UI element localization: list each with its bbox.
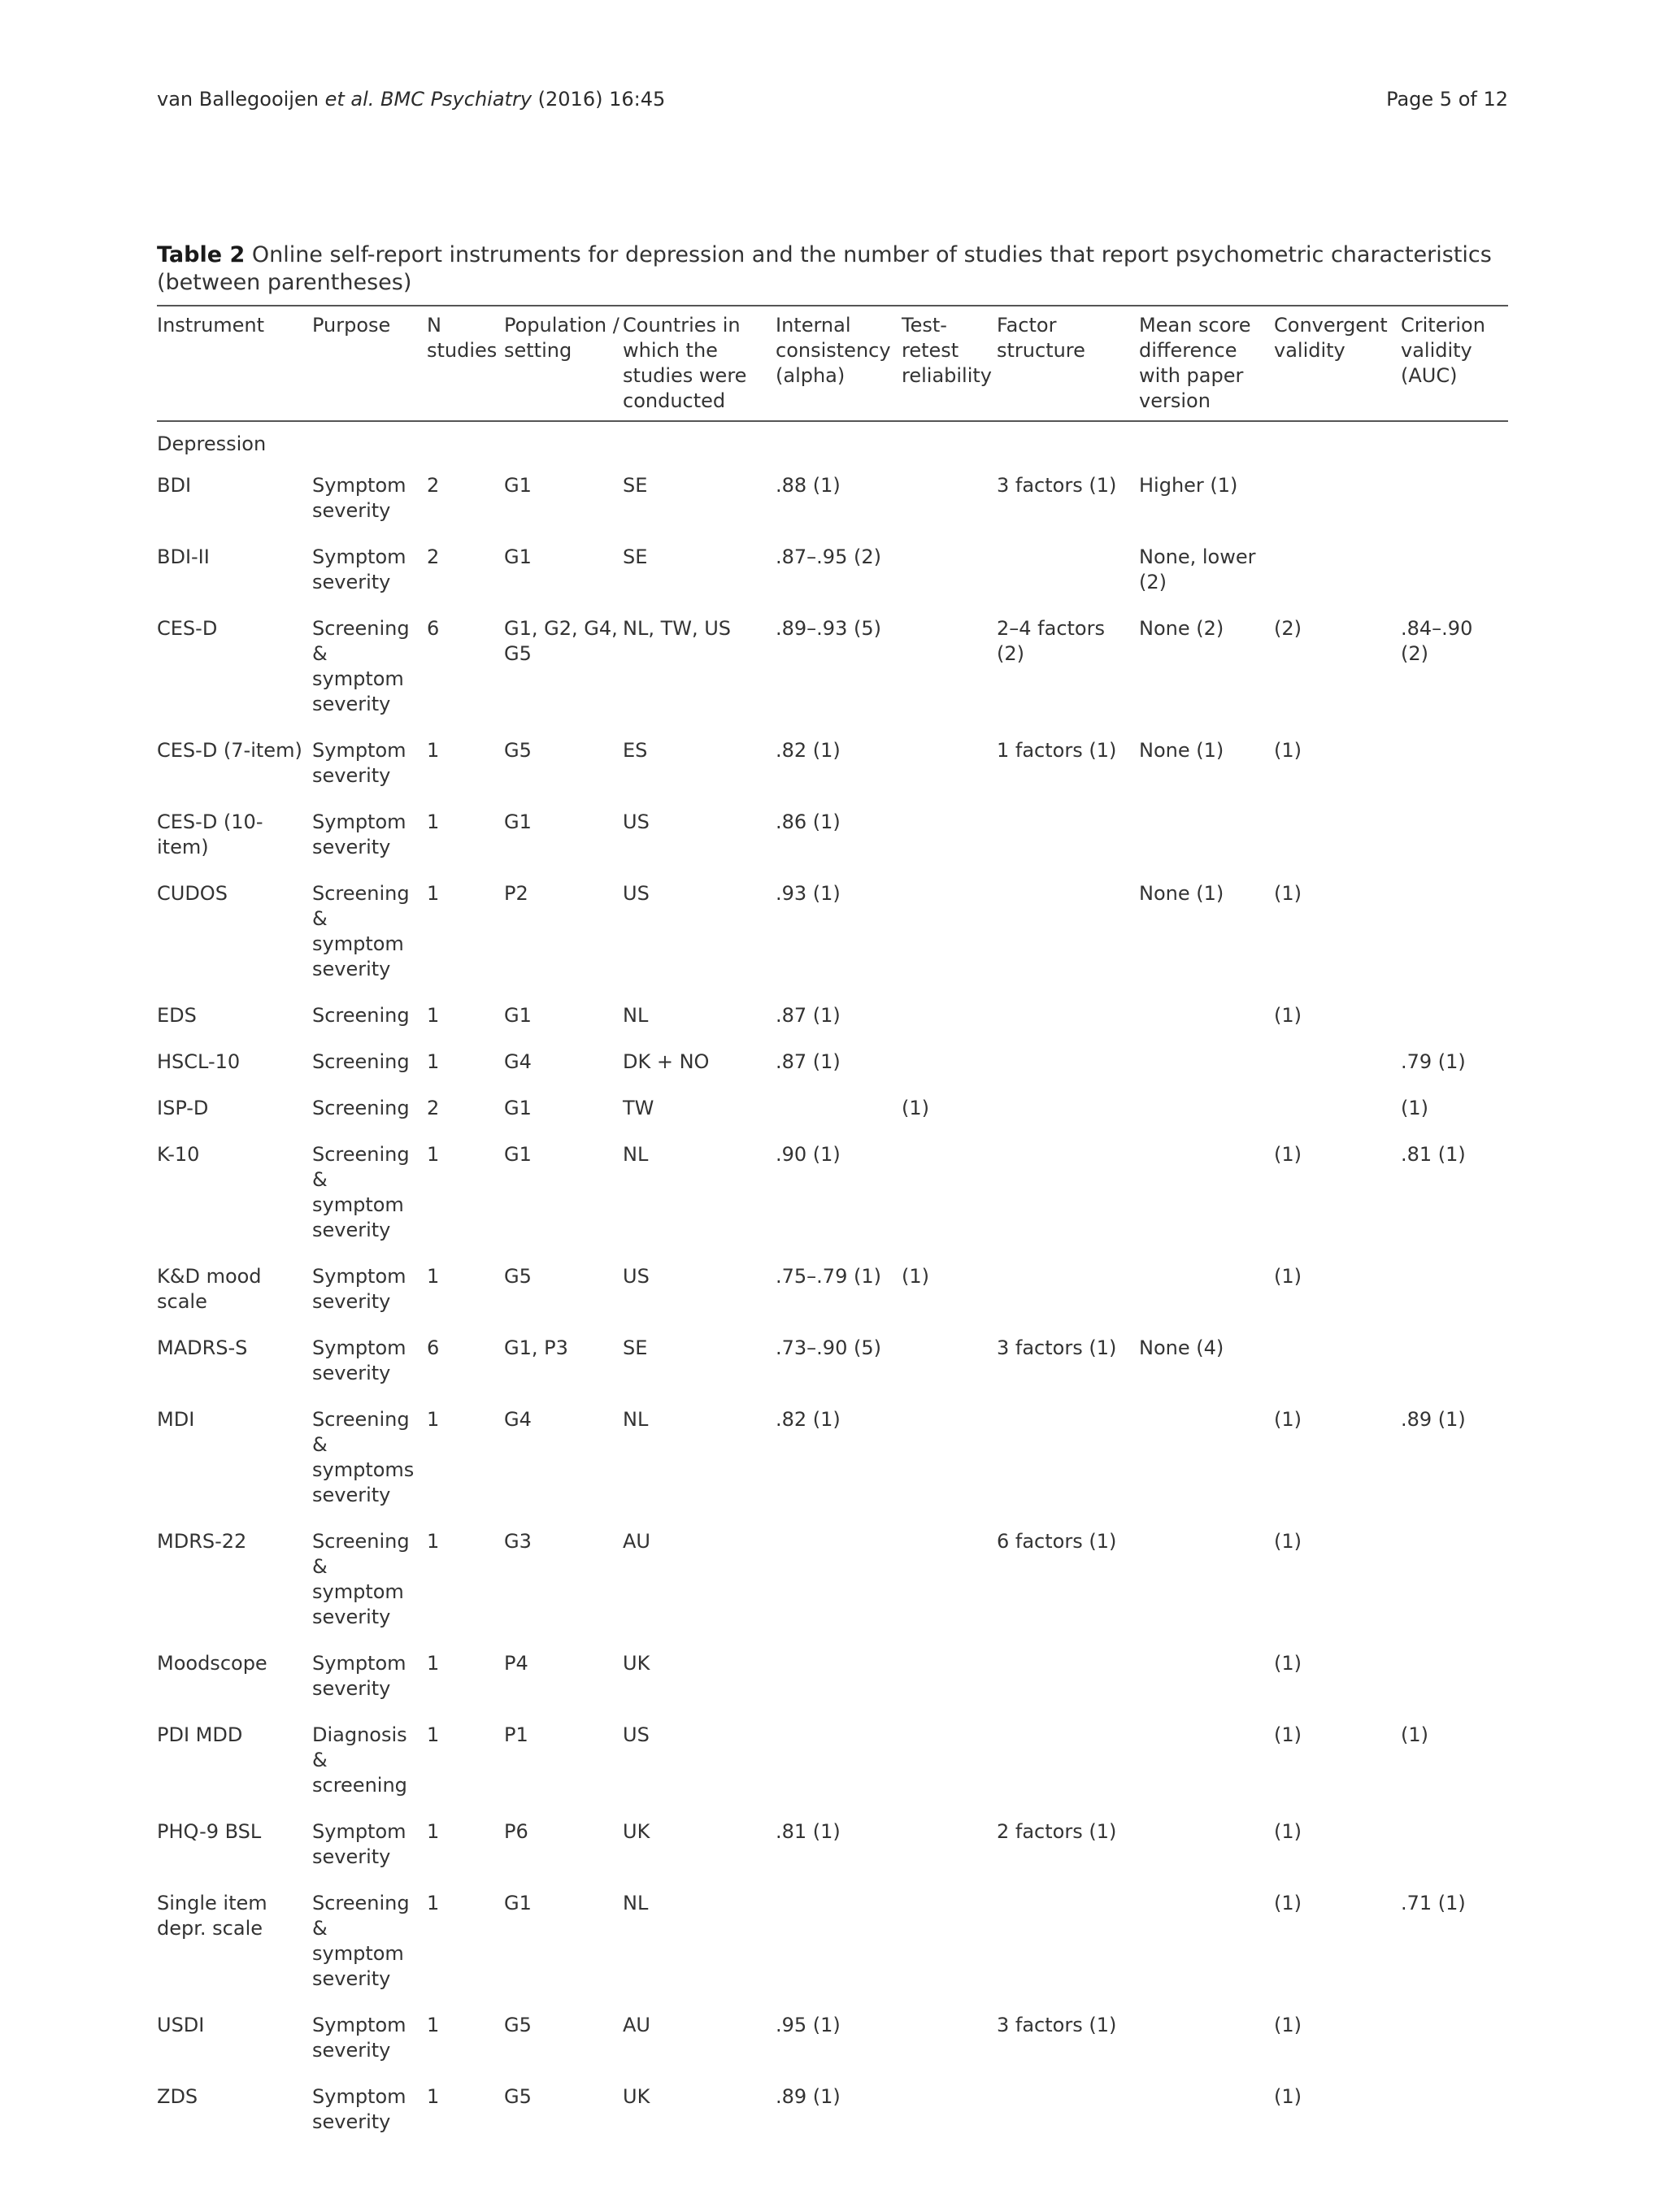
table-cell [1401, 802, 1508, 873]
table-cell [1274, 1328, 1401, 1399]
table-cell: P2 [504, 882, 528, 905]
table-cell [1139, 1643, 1274, 1714]
table-cell [902, 2005, 997, 2076]
table-cell: Symptom severity [312, 1652, 406, 1700]
table-cell: US [623, 810, 650, 833]
table-cell: 2–4 factors (2) [997, 617, 1105, 665]
table-cell: HSCL-10 [157, 1050, 241, 1073]
table-cell: AU [623, 1530, 650, 1553]
table-cell: DK + NO [623, 1050, 710, 1073]
table-cell: (1) [1274, 1004, 1302, 1027]
table-cell: Symptom severity [312, 810, 406, 858]
table-cell: .71 (1) [1401, 1892, 1466, 1914]
table-cell: 3 factors (1) [997, 474, 1117, 497]
table-cell [902, 730, 997, 802]
table-cell [997, 537, 1139, 608]
column-header: N studies [427, 314, 498, 362]
table-cell: G5 [504, 2014, 532, 2036]
table-cell [997, 1134, 1139, 1256]
table-cell: .90 (1) [776, 1143, 841, 1166]
table-cell: SE [623, 474, 648, 497]
table-cell: 6 [427, 617, 440, 640]
table-cell: 1 [427, 1652, 440, 1675]
table-cell: Symptom severity [312, 474, 406, 522]
table-cell: 1 [427, 1143, 440, 1166]
table-cell: NL, TW, US [623, 617, 732, 640]
table-cell: AU [623, 2014, 650, 2036]
table-cell [1139, 1088, 1274, 1134]
table-cell: 6 factors (1) [997, 1530, 1117, 1553]
table-cell: None (4) [1139, 1336, 1224, 1359]
table-row [157, 1088, 1508, 1134]
table-cell [902, 995, 997, 1041]
table-cell [1139, 1256, 1274, 1328]
table-cell: .82 (1) [776, 739, 841, 762]
table-cell: 1 [427, 1820, 440, 1843]
table-cell [997, 1256, 1139, 1328]
table-cell: Diagnosis & screening [312, 1723, 407, 1797]
table-cell: .89 (1) [776, 2085, 841, 2108]
table-cell [997, 995, 1139, 1041]
table-cell: UK [623, 1652, 650, 1675]
table-cell: 1 [427, 1408, 440, 1431]
table-cell: ISP-D [157, 1097, 209, 1119]
table-cell [997, 2076, 1139, 2148]
table-cell [1139, 995, 1274, 1041]
column-header: Instrument [157, 314, 265, 337]
table-cell [902, 1643, 997, 1714]
table-cell: Screening & symptom severity [312, 882, 410, 980]
table-cell: .73–.90 (5) [776, 1336, 881, 1359]
table-cell: G5 [504, 2085, 532, 2108]
table-label: Table 2 [157, 242, 246, 267]
table-cell [1401, 1521, 1508, 1643]
table-cell [997, 1399, 1139, 1521]
table-cell: Single item depr. scale [157, 1892, 267, 1940]
table-cell: 1 [427, 1004, 440, 1027]
table-row [157, 1883, 1508, 2005]
table-row [157, 2076, 1508, 2148]
table-cell [1401, 2076, 1508, 2148]
table-cell: P1 [504, 1723, 528, 1746]
table-cell: G1 [504, 1143, 532, 1166]
page-number: Page 5 of 12 [1386, 88, 1508, 111]
table-row [157, 608, 1508, 730]
column-header: Criterion validity (AUC) [1401, 314, 1485, 387]
table-cell: (2) [1274, 617, 1302, 640]
table-cell: Symptom severity [312, 1336, 406, 1384]
table-cell [1274, 537, 1401, 608]
citation-line [157, 88, 665, 111]
table-cell: (1) [1274, 1143, 1302, 1166]
table-cell: P6 [504, 1820, 528, 1843]
table-cell: 1 [427, 1892, 440, 1914]
table-cell: .82 (1) [776, 1408, 841, 1431]
table-cell [1401, 2005, 1508, 2076]
table-cell: K&D mood scale [157, 1265, 262, 1313]
table-cell: G5 [504, 739, 532, 762]
column-header: Purpose [312, 314, 391, 337]
table-cell [902, 1714, 997, 1811]
table-cell: None (1) [1139, 739, 1224, 762]
table-cell: (1) [1274, 739, 1302, 762]
table-cell: K-10 [157, 1143, 200, 1166]
table-cell: G4 [504, 1050, 532, 1073]
table-cell: .93 (1) [776, 882, 841, 905]
table-cell: US [623, 1723, 650, 1746]
table-cell: .86 (1) [776, 810, 841, 833]
table-cell: G1 [504, 810, 532, 833]
table-cell [1139, 1134, 1274, 1256]
running-header [157, 88, 1508, 117]
table-cell: 2 [427, 474, 440, 497]
table-cell [776, 1521, 902, 1643]
table-cell: UK [623, 1820, 650, 1843]
table-cell: ZDS [157, 2085, 198, 2108]
table-cell [902, 465, 997, 537]
table-cell [1139, 802, 1274, 873]
table-cell: CES-D (7-item) [157, 739, 302, 762]
table-cell: None, lower (2) [1139, 545, 1256, 593]
table-cell: (1) [902, 1265, 929, 1288]
table-cell: (1) [1274, 1892, 1302, 1914]
table-cell [902, 1883, 997, 2005]
table-cell: SE [623, 545, 648, 568]
table-row [157, 1041, 1508, 1088]
table-row [157, 995, 1508, 1041]
table-cell: TW [623, 1097, 654, 1119]
table-cell: G5 [504, 1265, 532, 1288]
table-cell: NL [623, 1408, 649, 1431]
table-cell: USDI [157, 2014, 205, 2036]
table-cell [1401, 537, 1508, 608]
table-cell: Moodscope [157, 1652, 267, 1675]
table-cell: G1, G2, G4, G5 [504, 617, 618, 665]
table-cell: Symptom severity [312, 2014, 406, 2062]
header-authors: van Ballegooijen [157, 88, 325, 111]
table-cell [902, 1134, 997, 1256]
table-cell: UK [623, 2085, 650, 2108]
table-cell: G1 [504, 474, 532, 497]
section-label: Depression [157, 432, 267, 455]
table-cell: .89 (1) [1401, 1408, 1466, 1431]
column-header: Mean score difference with paper version [1139, 314, 1251, 412]
table-cell: Screening & symptom severity [312, 1530, 410, 1628]
table-cell: G4 [504, 1408, 532, 1431]
table-cell [776, 1643, 902, 1714]
table-cell: None (2) [1139, 617, 1224, 640]
table-row [157, 1521, 1508, 1643]
table-cell [776, 1883, 902, 2005]
table-cell: PDI MDD [157, 1723, 243, 1746]
header-citation: (2016) 16:45 [532, 88, 666, 111]
table-cell: 1 [427, 1050, 440, 1073]
column-header: Factor structure [997, 314, 1085, 362]
table-cell [1139, 1714, 1274, 1811]
column-header: Convergent validity [1274, 314, 1388, 362]
table-cell [997, 1088, 1139, 1134]
table-cell: 1 [427, 882, 440, 905]
table-cell [1139, 2005, 1274, 2076]
table-cell [902, 608, 997, 730]
table-cell: MADRS-S [157, 1336, 248, 1359]
table-cell: CES-D (10-item) [157, 810, 263, 858]
table-cell: .88 (1) [776, 474, 841, 497]
table-cell [997, 1643, 1139, 1714]
table-row [157, 802, 1508, 873]
table-cell [1401, 1643, 1508, 1714]
table-cell: MDI [157, 1408, 195, 1431]
table-cell: G1 [504, 1097, 532, 1119]
header-journal: et al. BMC Psychiatry [324, 88, 533, 111]
column-header: Countries in which the studies were conducted [623, 314, 747, 412]
table-cell: 2 [427, 1097, 440, 1119]
table-cell: NL [623, 1892, 649, 1914]
table-cell: (1) [1274, 2085, 1302, 2108]
table-cell: G3 [504, 1530, 532, 1553]
table-cell: US [623, 882, 650, 905]
table-row [157, 1399, 1508, 1521]
table-cell [997, 1041, 1139, 1088]
table-cell [1139, 1399, 1274, 1521]
table-cell: 6 [427, 1336, 440, 1359]
table-cell: .79 (1) [1401, 1050, 1466, 1073]
table-cell: (1) [1274, 1265, 1302, 1288]
table-cell [997, 802, 1139, 873]
table-cell: G1 [504, 1004, 532, 1027]
table-cell: .89–.93 (5) [776, 617, 881, 640]
table-cell: (1) [1274, 882, 1302, 905]
table-cell [902, 1811, 997, 1883]
table-cell: 1 [427, 1530, 440, 1553]
table-cell: CUDOS [157, 882, 228, 905]
section-row [157, 421, 1508, 465]
table-cell [902, 1328, 997, 1399]
table-cell [902, 802, 997, 873]
table-cell [902, 537, 997, 608]
column-header: Population / setting [504, 314, 619, 362]
table-cell: Screening [312, 1050, 410, 1073]
table-cell: Screening & symptom severity [312, 617, 410, 715]
table-cell: BDI [157, 474, 192, 497]
table-cell [902, 1521, 997, 1643]
table-cell: P4 [504, 1652, 528, 1675]
table-cell [1401, 1811, 1508, 1883]
table-row [157, 1256, 1508, 1328]
data-table [157, 305, 1508, 2148]
table-cell: US [623, 1265, 650, 1288]
column-header: Test-retest reliability [902, 314, 992, 387]
table-cell [1139, 1811, 1274, 1883]
table-cell: 1 factors (1) [997, 739, 1117, 762]
table-row [157, 730, 1508, 802]
table-cell: 1 [427, 810, 440, 833]
table-cell: Higher (1) [1139, 474, 1238, 497]
table-cell: BDI-II [157, 545, 210, 568]
table-cell [997, 873, 1139, 995]
table-cell: Symptom severity [312, 1820, 406, 1868]
column-header: Internal consistency (alpha) [776, 314, 891, 387]
table-cell: .81 (1) [776, 1820, 841, 1843]
table-cell [1274, 1088, 1401, 1134]
table-cell: SE [623, 1336, 648, 1359]
table-cell: CES-D [157, 617, 218, 640]
table-cell: .95 (1) [776, 2014, 841, 2036]
table-cell: Symptom severity [312, 1265, 406, 1313]
table-cell: 3 factors (1) [997, 1336, 1117, 1359]
table-cell: G1 [504, 545, 532, 568]
table-cell: 1 [427, 739, 440, 762]
table-row [157, 2005, 1508, 2076]
table-cell [902, 873, 997, 995]
table-cell [902, 1399, 997, 1521]
table-cell: Screening & symptoms severity [312, 1408, 415, 1506]
table-cell: .87 (1) [776, 1050, 841, 1073]
table-caption-text: Online self-report instruments for depression and the number of studies that report psychometric characteristics (between parentheses) [157, 242, 1492, 295]
table-cell: G1 [504, 1892, 532, 1914]
table-cell: (1) [1274, 1408, 1302, 1431]
table-cell: (1) [1401, 1097, 1428, 1119]
table-cell: Screening & symptom severity [312, 1892, 410, 1990]
table-cell: .84–.90 (2) [1401, 617, 1473, 665]
table-cell [1139, 1521, 1274, 1643]
table-cell: (1) [1274, 1652, 1302, 1675]
table-cell [1401, 873, 1508, 995]
table-cell [997, 1714, 1139, 1811]
table-cell: Screening & symptom severity [312, 1143, 410, 1241]
table-cell: Symptom severity [312, 739, 406, 787]
table-cell [776, 1088, 902, 1134]
table-cell: (1) [902, 1097, 929, 1119]
table-cell [776, 1714, 902, 1811]
table-cell: .87 (1) [776, 1004, 841, 1027]
table-cell: None (1) [1139, 882, 1224, 905]
table-cell [1274, 802, 1401, 873]
table-cell: G1, P3 [504, 1336, 568, 1359]
table-cell: Symptom severity [312, 2085, 406, 2133]
table-body [157, 421, 1508, 2148]
table-cell [1139, 1883, 1274, 2005]
table-row [157, 1134, 1508, 1256]
table-cell: NL [623, 1004, 649, 1027]
table-cell: Screening [312, 1097, 410, 1119]
table-caption [157, 241, 1508, 297]
table-cell [1401, 1328, 1508, 1399]
table-cell: 1 [427, 1723, 440, 1746]
table-cell: Screening [312, 1004, 410, 1027]
table-cell: PHQ-9 BSL [157, 1820, 262, 1843]
table-row [157, 1643, 1508, 1714]
table-row [157, 537, 1508, 608]
table-cell: (1) [1401, 1723, 1428, 1746]
table-cell [997, 1883, 1139, 2005]
table-cell [1139, 2076, 1274, 2148]
table-cell: (1) [1274, 2014, 1302, 2036]
table-cell: (1) [1274, 1820, 1302, 1843]
table-cell: 3 factors (1) [997, 2014, 1117, 2036]
table-cell: .75–.79 (1) [776, 1265, 881, 1288]
table-row [157, 465, 1508, 537]
table-cell [1401, 1256, 1508, 1328]
table-cell [1274, 465, 1401, 537]
table-cell: (1) [1274, 1530, 1302, 1553]
table-row [157, 1811, 1508, 1883]
table-cell: Symptom severity [312, 545, 406, 593]
table-row [157, 1328, 1508, 1399]
table-cell: 2 [427, 545, 440, 568]
table-cell [902, 2076, 997, 2148]
table-cell: 1 [427, 2014, 440, 2036]
table-cell [1401, 730, 1508, 802]
table-cell: 1 [427, 2085, 440, 2108]
table-cell [1401, 465, 1508, 537]
table-row [157, 1714, 1508, 1811]
table-row [157, 873, 1508, 995]
table-cell [1401, 995, 1508, 1041]
table-cell: .81 (1) [1401, 1143, 1466, 1166]
table-header-row [157, 306, 1508, 421]
table-cell: .87–.95 (2) [776, 545, 881, 568]
table-cell: 1 [427, 1265, 440, 1288]
table-cell: (1) [1274, 1723, 1302, 1746]
table-cell: 2 factors (1) [997, 1820, 1117, 1843]
table-cell [902, 1041, 997, 1088]
table-cell: ES [623, 739, 648, 762]
table-cell: NL [623, 1143, 649, 1166]
table-cell [1274, 1041, 1401, 1088]
table-cell: EDS [157, 1004, 197, 1027]
table-cell [1139, 1041, 1274, 1088]
table-cell: MDRS-22 [157, 1530, 247, 1553]
